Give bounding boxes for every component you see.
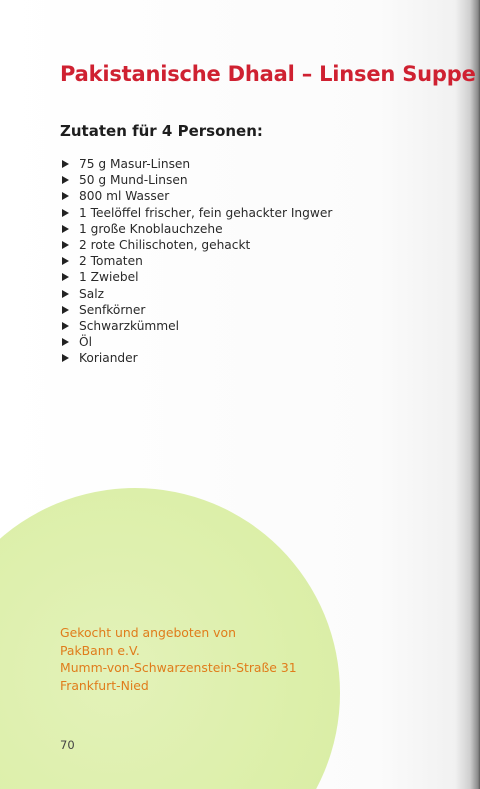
ingredient-item [62,156,332,172]
ingredient-item [62,269,332,285]
triangle-bullet-icon [62,354,69,362]
triangle-bullet-icon [62,273,69,281]
credit-organization: PakBann e.V. [60,642,140,658]
ingredient-text: 2 rote Chilischoten, gehackt [79,238,251,253]
ingredient-text: 1 Zwiebel [79,270,139,285]
ingredient-item [62,253,332,269]
triangle-bullet-icon [62,176,69,184]
ingredient-item [62,334,332,350]
ingredient-item [62,237,332,253]
page-number: 70 [60,738,75,752]
triangle-bullet-icon [62,241,69,249]
credit-city: Frankfurt-Nied [60,677,149,693]
ingredient-item [62,302,332,318]
credit-line-intro: Gekocht und angeboten von [60,625,236,640]
ingredient-text: 800 ml Wasser [79,189,170,204]
ingredient-text: 50 g Mund-Linsen [79,173,188,188]
triangle-bullet-icon [62,338,69,346]
ingredient-text: Salz [79,286,104,301]
triangle-bullet-icon [62,192,69,200]
ingredient-text: 1 Teelöffel frischer, fein gehackter Ingwer [79,205,333,220]
ingredient-item [62,318,332,334]
triangle-bullet-icon [62,290,69,298]
triangle-bullet-icon [62,209,69,217]
ingredient-text: Schwarzkümmel [79,318,180,333]
triangle-bullet-icon [62,225,69,233]
ingredient-item [62,350,332,366]
triangle-bullet-icon [62,257,69,265]
ingredient-item [62,172,332,188]
credit-street: Mumm-von-Schwarzenstein-Straße 31 [60,660,297,675]
ingredient-list [62,156,332,366]
ingredient-text: 2 Tomaten [79,254,143,269]
triangle-bullet-icon [62,322,69,330]
ingredient-text: Koriander [79,351,138,366]
triangle-bullet-icon [62,160,69,168]
ingredients-heading: Zutaten für 4 Personen: [60,122,263,140]
ingredient-item [62,205,332,221]
ingredient-text: Senfkörner [79,302,146,317]
credit-block [60,624,297,694]
ingredient-item [62,221,332,237]
triangle-bullet-icon [62,306,69,314]
recipe-title: Pakistanische Dhaal – Linsen Suppe [60,62,476,86]
ingredient-text: 1 große Knoblauchzehe [79,221,223,236]
ingredient-text: 75 g Masur-Linsen [79,157,191,172]
ingredient-text: Öl [79,335,92,350]
ingredient-item [62,188,332,204]
ingredient-item [62,286,332,302]
